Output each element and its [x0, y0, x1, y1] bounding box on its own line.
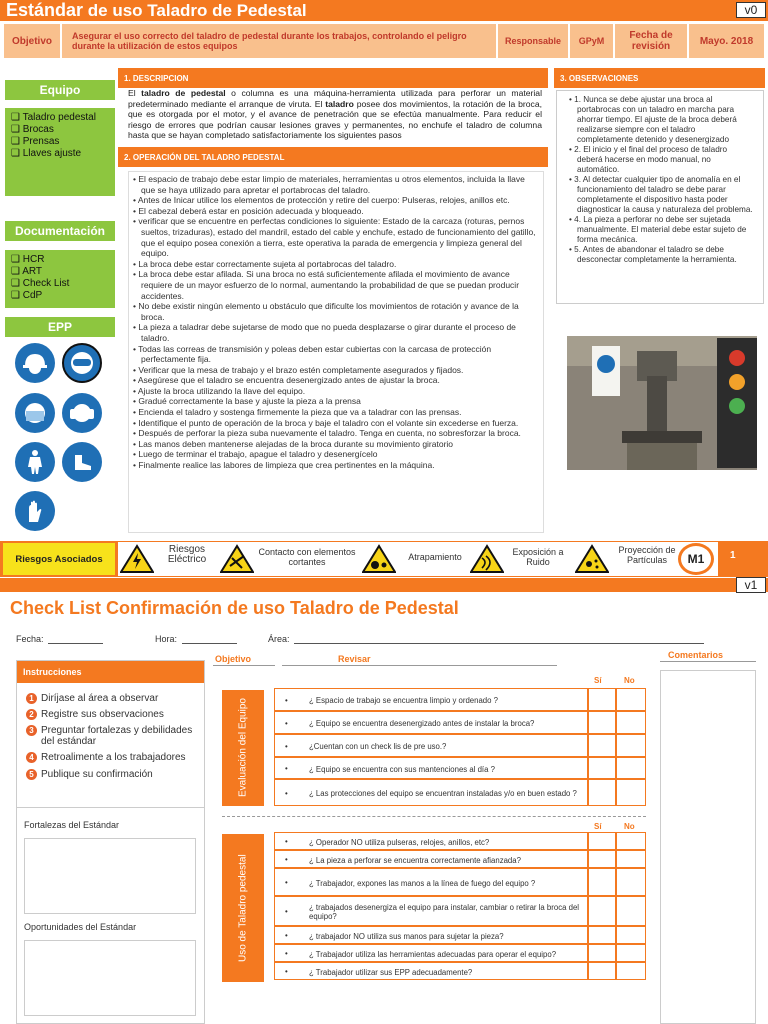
fortalezas-textarea[interactable] — [24, 838, 196, 914]
revisar-col-header: Revisar — [338, 654, 371, 664]
area-label: Área: — [268, 634, 290, 644]
riesgo-label: Proyección de Partículas — [618, 545, 676, 565]
no-checkbox[interactable] — [616, 779, 646, 806]
descripcion-heading: 1. DESCRIPCION — [118, 68, 548, 88]
list-item: • El espacio de trabajo debe estar limpio de materiales, herramientas u otros elementos, incluida la llave que se haya utilizado para apretar el portabrocas del taladro. — [133, 174, 525, 195]
table-row — [274, 944, 646, 962]
no-checkbox[interactable] — [616, 926, 646, 944]
observaciones-list — [556, 90, 764, 304]
riesgos-label: Riesgos Asociados — [3, 543, 115, 575]
responsable-label: Responsable — [497, 23, 569, 59]
objetivo-text: Asegurar el uso correcto del taladro de pedestal durante los trabajos, controlando el peligro durante la utilización de estos equipos — [61, 23, 497, 59]
list-item: • Las manos deben mantenerse alejadas de la broca durante su movimiento giratorio — [133, 438, 454, 449]
list-item: • Antes de Inicar utilice los elementos de protección y retire del cuerpo: Pulseras, relojes, anillos etc. — [133, 195, 510, 206]
question-text: ¿ trabajados desenergiza el equipo para instalar, cambiar o retirar la broca del equipo? — [309, 903, 580, 921]
no-checkbox[interactable] — [616, 944, 646, 962]
si-checkbox[interactable] — [588, 757, 616, 779]
table-row — [274, 962, 646, 980]
question-text: ¿ Trabajador utilizar sus EPP adecuadamente? — [309, 967, 473, 977]
list-item: • Finalmente realice las labores de limpieza que crea pertinentes en la máquina. — [133, 460, 435, 471]
list-item: ❑ CdP — [11, 290, 43, 301]
list-item: • Después de perforar la pieza suba nuevamente el taladro. Tenga en cuenta, no sobresforzar la broca. — [133, 428, 521, 439]
ear-protection-icon — [62, 393, 102, 433]
particle-projection-hazard-icon — [575, 544, 609, 579]
list-item: ❑ Brocas — [11, 124, 54, 135]
question-cell — [274, 832, 588, 850]
si-checkbox[interactable] — [588, 868, 616, 896]
list-item: • verificar que se encuentre en perfectas condiciones lo siguiente: Estado de la carcaza (roturas, pernos sueltos, trizaduras), estado del mandril, estado del cable y enchufe, estado de funcionamiento del gatillo, que el equipo posea conexión a tierra, este operativa la parada de emergencia y limpieza general del equipo. — [133, 216, 536, 259]
question-cell — [274, 944, 588, 962]
list-item: • No debe existir ningún elemento u obstáculo que dificulte los movimientos de rotación y avance de la broca. — [133, 301, 519, 322]
comentarios-box[interactable] — [660, 670, 756, 1024]
electric-hazard-icon — [120, 544, 154, 579]
question-cell — [274, 688, 588, 711]
table-row — [274, 868, 646, 896]
instrucciones-header: Instrucciones — [17, 661, 204, 683]
oportunidades-textarea[interactable] — [24, 940, 196, 1016]
question-text: ¿ La pieza a perforar se encuentra correctamente afianzada? — [309, 855, 521, 865]
goggles-icon — [62, 343, 102, 383]
si-checkbox[interactable] — [588, 711, 616, 734]
safety-boot-icon — [62, 442, 102, 482]
question-cell — [274, 757, 588, 779]
no-checkbox[interactable] — [616, 896, 646, 926]
table-row — [274, 711, 646, 734]
bullet-icon: • — [285, 718, 288, 728]
hora-label: Hora: — [155, 634, 178, 644]
question-text: ¿ Las protecciones del equipo se encuentran instaladas y/o en buen estado ? — [309, 789, 577, 798]
no-checkbox[interactable] — [616, 962, 646, 980]
si-checkbox[interactable] — [588, 944, 616, 962]
bullet-icon: • — [285, 878, 288, 887]
observaciones-heading: 3. OBSERVACIONES — [554, 68, 765, 88]
descripcion-text: El taladro de pedestal o columna es una máquina-herramienta utilizada para perforar un material predeterminado mediante el arranque de viruta. El taladro posee dos movimientos, la rotación de la broca, que es otorgada por el motor, y el avance de penetración que se efectúa manualmente. Para reducir el riesgo de errores que podrían causar lesiones graves y permanentes, no enchufe el taladro de columna hasta que se hayan completado satisfactoriamente los siguientes pasos — [128, 88, 542, 141]
bullet-icon: • — [285, 741, 288, 751]
page-number: 1 — [730, 550, 736, 561]
question-text: ¿ Equipo se encuentra con sus mantenciones al día ? — [309, 764, 495, 774]
list-item: 5 Publique su confirmación — [26, 769, 201, 780]
question-text: ¿ Trabajador, expones las manos a la línea de fuego del equipo ? — [309, 878, 536, 888]
objetivo-col-header: Objetivo — [215, 654, 252, 664]
divider — [660, 661, 756, 662]
table-row — [274, 926, 646, 944]
list-item: ❑ ART — [11, 266, 43, 277]
taladro-photo — [567, 336, 757, 470]
bullet-icon: • — [285, 695, 288, 705]
list-item: • Luego de terminar el trabajo, apague el taladro y desenergícelo — [133, 449, 378, 460]
noise-hazard-icon — [470, 544, 504, 579]
table-row — [274, 734, 646, 757]
list-item: • 5. Antes de abandonar el taladro se debe desconectar completamente la herramienta. — [569, 245, 737, 264]
question-text: ¿ Operador NO utiliza pulseras, relojes, anillos, etc? — [309, 837, 490, 847]
si-header: Sí — [594, 822, 602, 831]
question-cell — [274, 962, 588, 980]
list-item: • La broca debe estar correctamente sujeta al portabrocas del taladro. — [133, 258, 397, 269]
list-item: • 4. La pieza a perforar no debe ser sujetada manualmente. El material debe estar sujeto de forma mecánica. — [569, 215, 747, 244]
cutting-hazard-icon — [220, 544, 254, 579]
table-row — [274, 850, 646, 868]
question-cell — [274, 734, 588, 757]
riesgo-label: Riesgos Eléctrico — [167, 544, 207, 565]
operacion-list — [128, 171, 544, 533]
riesgo-label: Contacto con elementos cortantes — [258, 547, 356, 567]
si-checkbox[interactable] — [588, 688, 616, 711]
table-row — [274, 688, 646, 711]
riesgo-label: Atrapamiento — [408, 552, 462, 562]
bullet-icon: • — [285, 837, 288, 846]
no-header: No — [624, 822, 635, 831]
table-row — [274, 779, 646, 806]
riesgo-label: Exposición a Ruido — [512, 547, 564, 567]
comentarios-col-header: Comentarios — [668, 650, 724, 660]
page-title: Estándar de uso Taladro de Pedestal — [6, 0, 307, 20]
no-checkbox[interactable] — [616, 734, 646, 757]
list-item: • Verificar que la mesa de trabajo y el brazo estén completamente asegurados y fijados. — [133, 364, 464, 375]
divider — [17, 807, 204, 808]
bullet-icon: • — [285, 931, 288, 940]
list-item: • La pieza a taladrar debe sujetarse de modo que no pueda desplazarse o girar durante el proceso de taladro. — [133, 322, 516, 343]
bullet-icon: • — [285, 949, 288, 958]
list-item: • Asegúrese que el taladro se encuentra desenergizado antes de ajustar la broca. — [133, 375, 440, 386]
no-checkbox[interactable] — [616, 850, 646, 868]
list-item: • Identifique el punto de operación de la broca y baje el taladro con el volante sin excederse en fuerza. — [133, 417, 519, 428]
responsable-value: GPyM — [569, 23, 614, 59]
question-text: ¿ Espacio de trabajo se encuentra limpio y ordenado ? — [309, 696, 498, 705]
list-item: • Todas las correas de transmisión y poleas deben estar cubiertas con la carcasa de protección perfectamente fija. — [133, 343, 492, 365]
fecha-field[interactable] — [48, 643, 103, 644]
bullet-icon: • — [285, 907, 288, 916]
version-badge: v0 — [736, 2, 766, 18]
list-item: • Encienda el taladro y sostenga firmemente la pieza que va a taladrar con las prensas. — [133, 407, 462, 418]
bullet-icon: • — [285, 855, 288, 864]
list-item: • Ajuste la broca utilizando la llave del equipo. — [133, 385, 306, 396]
list-item: ❑ Prensas — [11, 136, 60, 147]
fecha-label: Fecha de revisión — [614, 23, 688, 59]
list-item: ❑ HCR — [11, 254, 45, 265]
documentacion-header: Documentación — [5, 221, 115, 241]
table-row — [274, 832, 646, 850]
list-item: 1 Diríjase al área a observar — [26, 693, 201, 704]
question-text: ¿ trabajador NO utiliza sus manos para sujetar la pieza? — [309, 931, 504, 941]
si-checkbox[interactable] — [588, 926, 616, 944]
epp-header: EPP — [5, 317, 115, 337]
m1-logo: M1 — [678, 543, 714, 575]
checklist-bar — [0, 578, 768, 592]
uso-taladro-label: Uso de Taladro pedestal — [222, 834, 264, 982]
entrapment-hazard-icon — [362, 544, 396, 579]
bullet-icon: • — [285, 788, 288, 798]
divider — [282, 665, 557, 666]
list-item: • 2. El inicio y el final del proceso de taladro deberá hacerse en modo manual, no automático. — [569, 145, 728, 174]
table-row — [274, 896, 646, 926]
list-item: • 1. Nunca se debe ajustar una broca al portabrocas con un taladro en marcha para ahorrar tiempo. El ajuste de la broca deberá realizarse siempre con el taladro completamente detenido y desenergizado — [569, 95, 737, 144]
no-header: No — [624, 676, 635, 685]
si-checkbox[interactable] — [588, 734, 616, 757]
checklist-title: Check List Confirmación de uso Taladro de Pedestal — [10, 598, 459, 618]
divider — [222, 816, 646, 817]
list-item: ❑ Check List — [11, 278, 70, 289]
evaluacion-equipo-label: Evaluación del Equipo — [222, 690, 264, 806]
table-row — [274, 757, 646, 779]
list-item: 4 Retroalimente a los trabajadores — [26, 752, 201, 763]
equipo-header: Equipo — [5, 80, 115, 100]
face-shield-icon — [15, 393, 55, 433]
si-checkbox[interactable] — [588, 779, 616, 806]
list-item: ❑ Taladro pedestal — [11, 112, 96, 123]
hora-field[interactable] — [182, 643, 237, 644]
list-item: • 3. Al detectar cualquier tipo de anomalía en el funcionamiento del taladro se debe parar completamente el dispositivo hasta poder diagnosticar la causa y naturaleza del problema. — [569, 175, 753, 214]
list-item: • El cabezal deberá estar en posición adecuada y bloqueado. — [133, 205, 364, 216]
list-item: ❑ Llaves ajuste — [11, 148, 82, 159]
bullet-icon: • — [285, 764, 288, 773]
helmet-icon — [15, 343, 55, 383]
list-item: • La broca debe estar afilada. Si una broca no está suficientemente afilada el movimiento de avance requiere de un mayor esfuerzo de lo normal, aumentando la probabilidad de que se puedan producir accidentes. — [133, 269, 520, 301]
no-checkbox[interactable] — [616, 757, 646, 779]
instrucciones-list — [26, 693, 201, 780]
coverall-icon — [15, 442, 55, 482]
fecha-value: Mayo. 2018 — [688, 23, 765, 59]
fecha-label: Fecha: — [16, 634, 44, 644]
question-cell — [274, 850, 588, 868]
no-checkbox[interactable] — [616, 711, 646, 734]
si-header: Sí — [594, 676, 602, 685]
question-text: ¿Cuentan con un check lis de pre uso.? — [309, 742, 447, 751]
no-checkbox[interactable] — [616, 832, 646, 850]
si-checkbox[interactable] — [588, 850, 616, 868]
list-item: 3 Preguntar fortalezas y debilidades del estándar — [26, 725, 201, 747]
question-text: ¿ Equipo se encuentra desenergizado antes de instalar la broca? — [309, 719, 535, 728]
area-field[interactable] — [294, 643, 704, 644]
documentacion-list — [5, 250, 115, 308]
question-cell — [274, 926, 588, 944]
divider — [213, 665, 275, 666]
question-text: ¿ Trabajador utiliza las herramientas adecuadas para operar el equipo? — [309, 949, 557, 959]
bullet-icon: • — [285, 967, 288, 976]
question-cell — [274, 779, 588, 806]
glove-icon — [15, 491, 55, 531]
equipo-list — [5, 108, 115, 196]
checklist-version: v1 — [736, 577, 766, 593]
question-cell — [274, 896, 588, 926]
no-checkbox[interactable] — [616, 868, 646, 896]
question-cell — [274, 868, 588, 896]
list-item: 2 Registre sus observaciones — [26, 709, 201, 720]
si-checkbox[interactable] — [588, 832, 616, 850]
objetivo-label: Objetivo — [3, 23, 61, 59]
si-checkbox[interactable] — [588, 896, 616, 926]
operacion-heading: 2. OPERACIÓN DEL TALADRO PEDESTAL — [118, 147, 548, 167]
oportunidades-label: Oportunidades del Estándar — [24, 922, 137, 932]
fortalezas-label: Fortalezas del Estándar — [24, 820, 120, 830]
list-item: • Gradué correctamente la base y ajuste la pieza a la prensa — [133, 396, 361, 407]
question-cell — [274, 711, 588, 734]
si-checkbox[interactable] — [588, 962, 616, 980]
no-checkbox[interactable] — [616, 688, 646, 711]
